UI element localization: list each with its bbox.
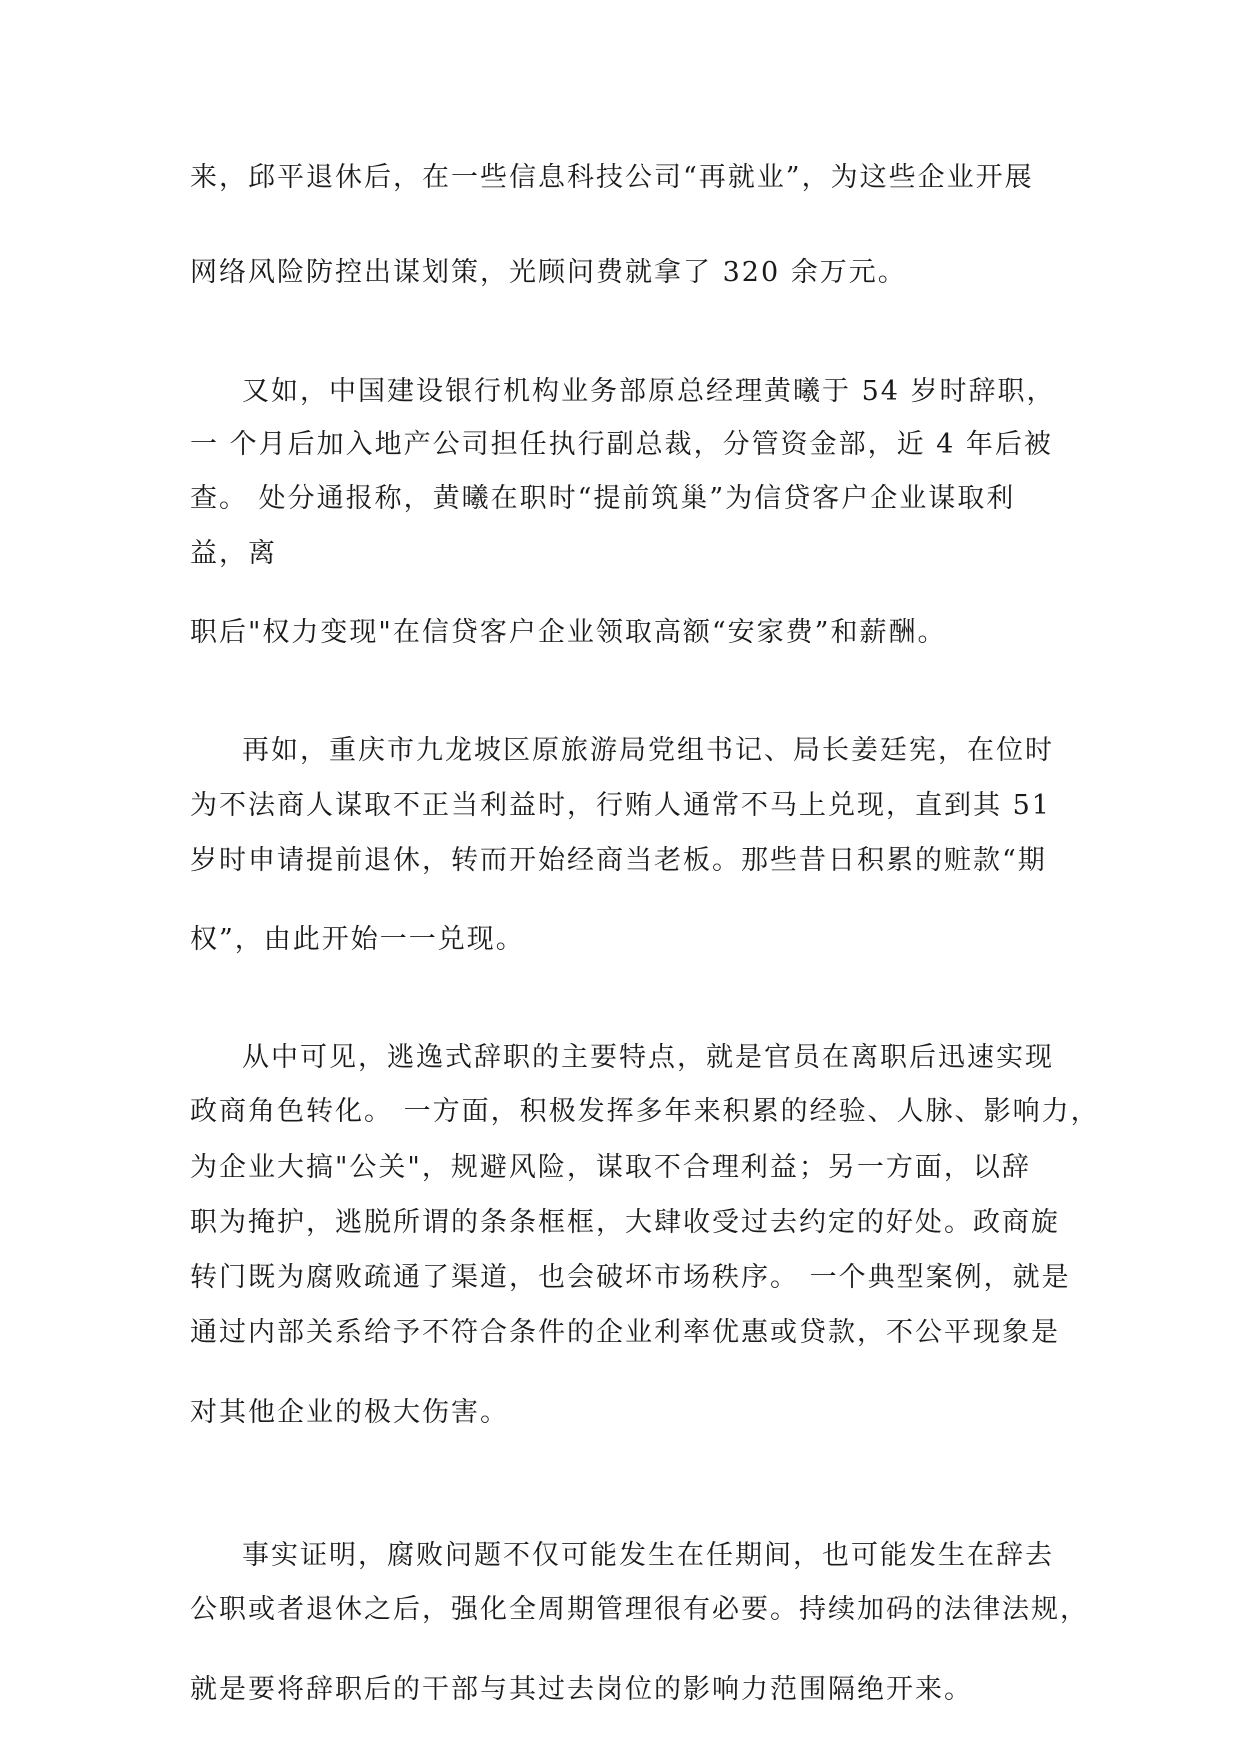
text-line: 为不法商人谋取不正当利益时，行贿人通常不马上兑现，直到其 51 <box>190 790 1051 821</box>
text-line: 职为掩护，逃脱所谓的条条框框，大肆收受过去约定的好处。政商旋 <box>190 1207 1060 1238</box>
text-line: 网络风险防控出谋划策，光顾问费就拿了 320 余万元。 <box>190 257 907 288</box>
text-line: 来，邱平退休后，在一些信息科技公司“再就业”，为这些企业开展 <box>190 162 1034 193</box>
text-line: 岁时申请提前退休，转而开始经商当老板。那些昔日积累的赃款“期 <box>190 845 1047 876</box>
text-line: 公职或者退休之后，强化全周期管理很有必要。持续加码的法律法规， <box>190 1594 1089 1625</box>
text-line: 职后"权力变现"在信贷客户企业领取高额“安家费”和薪酬。 <box>190 617 947 648</box>
text-line: 权”，由此开始一一兑现。 <box>190 924 525 955</box>
text-line: 为企业大搞"公关"，规避风险，谋取不合理利益；另一方面，以辞 <box>190 1152 1031 1183</box>
text-line: 再如，重庆市九龙坡区原旅游局党组书记、局长姜廷宪，在位时 <box>242 735 1054 766</box>
text-line: 就是要将辞职后的干部与其过去岗位的影响力范围隔绝开来。 <box>190 1674 973 1705</box>
text-line: 从中可见，逃逸式辞职的主要特点，就是官员在离职后迅速实现 <box>242 1042 1054 1073</box>
text-line: 益，离 <box>190 538 277 569</box>
text-line: 查。 处分通报称，黄曦在职时“提前筑巢”为信贷客户企业谋取利 <box>190 483 1016 514</box>
text-line: 政商角色转化。 一方面，积极发挥多年来积累的经验、人脉、影响力， <box>190 1096 1100 1127</box>
text-line: 事实证明，腐败问题不仅可能发生在任期间，也可能发生在辞去 <box>242 1540 1054 1571</box>
text-line: 通过内部关系给予不符合条件的企业利率优惠或贷款，不公平现象是 <box>190 1317 1060 1348</box>
text-line: 一 个月后加入地产公司担任执行副总裁，分管资金部，近 4 年后被 <box>190 429 1053 460</box>
text-line: 又如，中国建设银行机构业务部原总经理黄曦于 54 岁时辞职， <box>242 376 1056 407</box>
text-line: 转门既为腐败疏通了渠道，也会破坏市场秩序。 一个典型案例，就是 <box>190 1262 1071 1293</box>
text-line: 对其他企业的极大伤害。 <box>190 1397 509 1428</box>
